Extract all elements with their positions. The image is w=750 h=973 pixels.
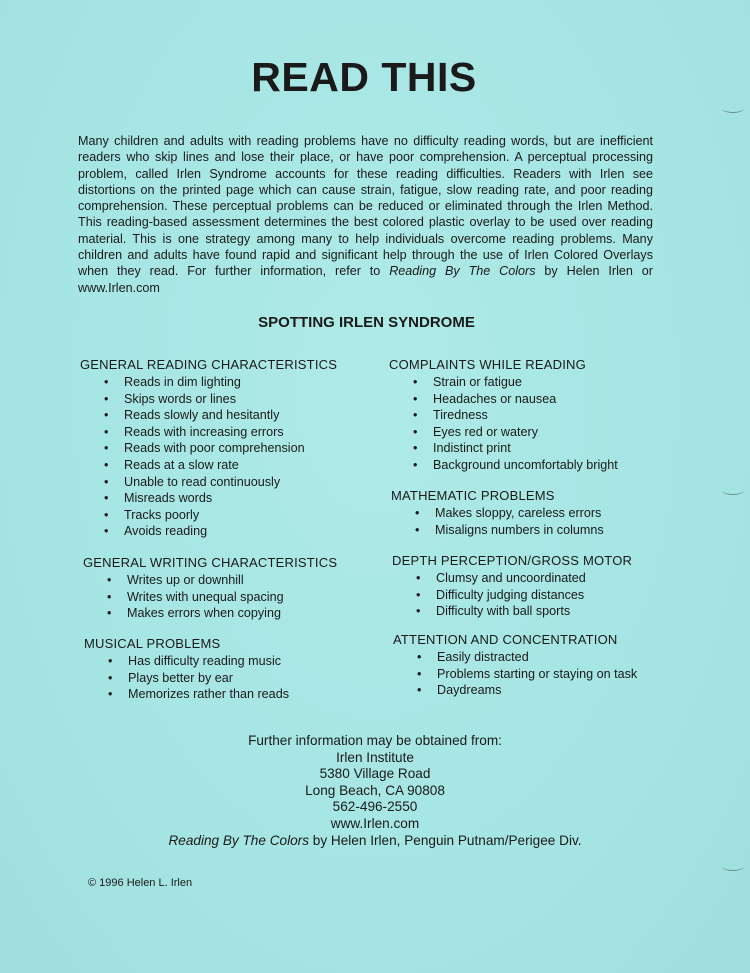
list-item-text: Avoids reading [124,524,208,539]
list-item [392,587,632,604]
symptom-list [83,572,337,622]
symptom-list [84,653,289,703]
list-item-text: Indistinct print [433,441,511,456]
section-complaints [389,357,618,474]
symptom-list [392,570,632,620]
list-item [80,407,337,424]
list-item [393,682,637,699]
list-item [80,440,337,457]
list-item [80,374,337,391]
section-title: SPOTTING IRLEN SYNDROME [258,314,475,331]
section-mathematic [391,488,604,538]
intro-paragraph [78,133,653,296]
list-item [83,589,337,606]
footer-book-details: by Helen Irlen, Penguin Putnam/Perigee Div. [309,832,582,848]
bullet-icon: • [108,654,113,668]
bullet-icon: • [104,524,109,539]
list-item [392,570,632,587]
section-heading: DEPTH PERCEPTION/GROSS MOTOR [392,553,633,568]
list-item-text: Plays better by ear [128,670,233,685]
list-item-text: Has difficulty reading music [128,654,282,668]
bullet-icon: • [417,683,422,698]
list-item [389,440,618,457]
list-item-text: Writes with unequal spacing [127,589,284,604]
list-item [389,457,618,474]
list-item-text: Reads at a slow rate [124,457,239,472]
list-item-text: Clumsy and uncoordinated [436,571,586,585]
bullet-icon: • [416,587,421,602]
symptom-list [393,649,637,699]
bullet-icon: • [104,491,109,506]
list-item [389,391,618,408]
list-item [84,686,289,703]
section-heading: ATTENTION AND CONCENTRATION [393,632,618,647]
list-item-text: Strain or fatigue [433,375,522,389]
bullet-icon: • [417,666,422,681]
list-item-text: Easily distracted [437,650,529,664]
intro-text: Many children and adults with reading problems have no difficulty reading words, but are inefficient readers who skip lines and lose their place, or have poor comprehension. A perceptual processing problem, called Irlen Syndrome accounts for these reading difficulties. Readers with Irlen see distortions on the printed page which can cause strain, fatigue, slow reading rate, and poor reading comprehension. These perceptual problems can be reduced or eliminated through the Irlen Method. This reading-based assessment determines the best colored plastic overlay to be used over reading material. This is one strategy among many to help individuals overcome reading problems. Many children and adults have found rapid and significant help through the use of Irlen Colored Overlays when they read. For further information, refer to [78,134,653,279]
list-item-text: Makes errors when copying [127,606,281,621]
bullet-icon: • [413,441,418,456]
paper-edge-mark [722,104,744,113]
list-item-text: Daydreams [437,683,502,698]
bullet-icon: • [413,391,418,406]
list-item [83,572,337,589]
list-item-text: Misaligns numbers in columns [435,522,604,537]
bullet-icon: • [108,670,113,685]
bullet-icon: • [104,408,109,423]
list-item [80,457,337,474]
section-attention [393,632,637,699]
list-item [389,407,618,424]
list-item-text: Skips words or lines [124,391,236,406]
paper-edge-mark [722,486,744,495]
copyright-notice: © 1996 Helen L. Irlen [88,877,193,889]
bullet-icon: • [415,522,420,537]
list-item [80,507,337,524]
list-item-text: Reads with increasing errors [124,424,284,439]
bullet-icon: • [107,589,112,604]
intro-text-end: by Helen Irlen or www.Irlen.com [78,264,653,295]
section-heading: COMPLAINTS WHILE READING [389,357,586,372]
list-item [84,670,289,687]
list-item-text: Makes sloppy, careless errors [435,506,602,520]
list-item-text: Headaches or nausea [433,391,557,406]
list-item-text: Background uncomfortably bright [433,457,618,472]
bullet-icon: • [413,424,418,439]
bullet-icon: • [104,507,109,522]
list-item-text: Reads in dim lighting [124,375,241,389]
list-item-text: Writes up or downhill [127,573,244,587]
list-item [80,523,337,540]
symptom-list [80,374,337,540]
bullet-icon: • [104,375,109,389]
bullet-icon: • [416,571,421,585]
bullet-icon: • [104,441,109,456]
list-item-text: Reads slowly and hesitantly [124,408,280,423]
footer-book-title: Reading By The Colors [168,832,309,848]
section-musical [84,636,289,703]
list-item-text: Reads with poor comprehension [124,441,305,456]
bullet-icon: • [104,391,109,406]
list-item [80,474,337,491]
contact-book-line [0,833,750,850]
bullet-icon: • [107,573,112,587]
bullet-icon: • [108,687,113,702]
section-depth-perception [392,553,632,620]
section-heading: MUSICAL PROBLEMS [84,636,221,651]
list-item-text: Tiredness [433,408,488,423]
list-item [83,605,337,622]
list-item [80,424,337,441]
bullet-icon: • [413,408,418,423]
list-item-text: Memorizes rather than reads [128,687,289,702]
bullet-icon: • [107,606,112,621]
list-item [391,522,604,539]
bullet-icon: • [413,375,418,389]
section-heading: GENERAL WRITING CHARACTERISTICS [83,555,338,570]
list-item [80,391,337,408]
list-item-text: Difficulty judging distances [436,587,585,602]
list-item-text: Difficulty with ball sports [436,604,571,619]
bullet-icon: • [104,424,109,439]
contact-phone: 562-496-2550 [332,799,418,815]
symptom-list [389,374,618,474]
list-item [80,490,337,507]
contact-street: 5380 Village Road [319,766,431,782]
list-item-text: Unable to read continuously [124,474,281,489]
contact-intro: Further information may be obtained from: [248,733,502,748]
list-item [393,666,637,683]
contact-organization: Irlen Institute [336,749,414,765]
bullet-icon: • [415,506,420,520]
paper-edge-mark [722,862,744,871]
section-heading: GENERAL READING CHARACTERISTICS [80,357,338,372]
list-item [393,649,637,666]
section-general-writing [83,555,337,622]
contact-website: www.Irlen.com [330,815,420,831]
list-item-text: Misreads words [124,491,213,506]
list-item-text: Eyes red or watery [433,424,538,439]
list-item [391,505,604,522]
symptom-list [391,505,604,538]
list-item-text: Problems starting or staying on task [437,666,638,681]
section-general-reading [80,357,337,540]
contact-city: Long Beach, CA 90808 [305,782,445,798]
bullet-icon: • [413,457,418,472]
list-item [389,374,618,391]
intro-book-title: Reading By The Colors [389,264,536,279]
page-title: READ THIS [251,54,477,100]
bullet-icon: • [416,604,421,619]
bullet-icon: • [417,650,422,664]
list-item [84,653,289,670]
section-heading: MATHEMATIC PROBLEMS [391,488,555,503]
bullet-icon: • [104,474,109,489]
list-item-text: Tracks poorly [124,507,200,522]
contact-info [0,733,750,849]
list-item [392,603,632,620]
bullet-icon: • [104,457,109,472]
list-item [389,424,618,441]
